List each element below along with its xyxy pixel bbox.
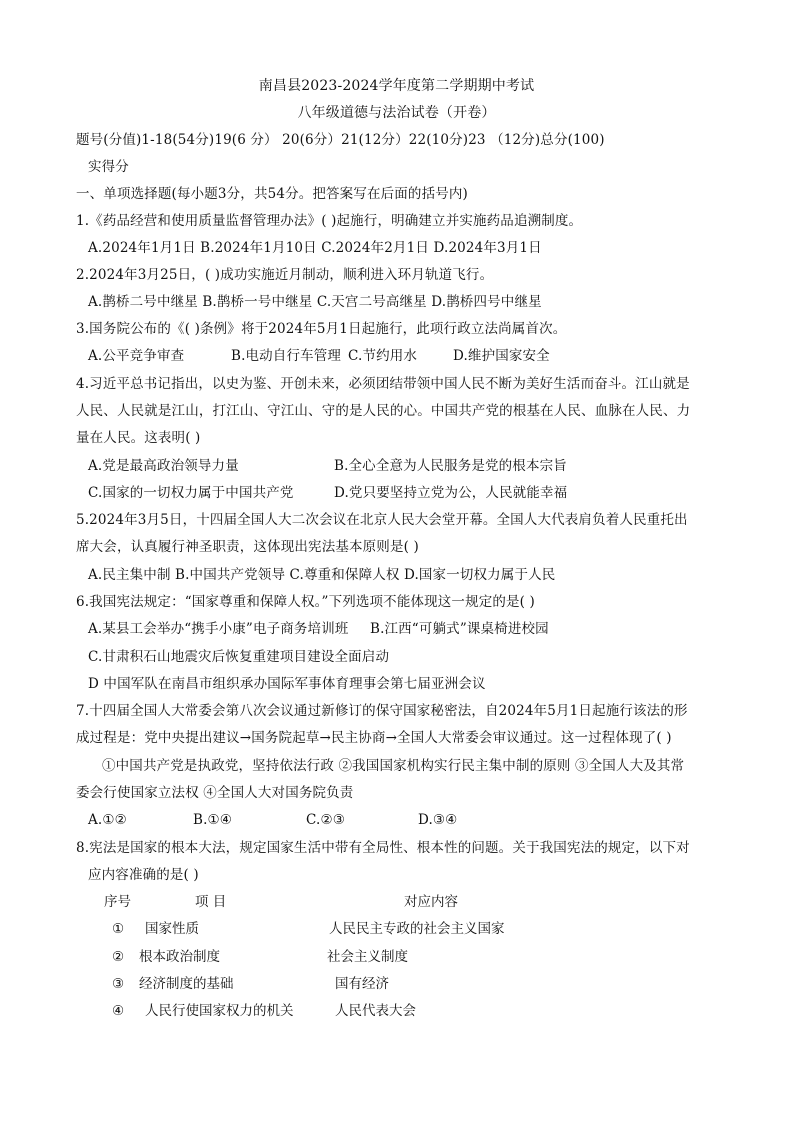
q4-option-a: A.党是最高政治领导力量 [88, 458, 239, 474]
q8-row-item: 经济制度的基础 [139, 976, 234, 992]
q2-stem: 2.2024年3月25日，( )成功实施近月制动，顺利进入环月轨道飞行。 [76, 267, 494, 283]
q2-options: A.鹊桥二号中继星 B.鹊桥一号中继星 C.天宫二号高继星 D.鹊桥四号中继星 [88, 294, 542, 310]
q7-items-line-1: ①中国共产党是执政党，坚持依法行政 ②我国国家机构实行民主集中制的原则 ③全国人大及其常 [102, 758, 685, 774]
section-heading: 一、单项选择题(每小题3分，共54分。把答案写在后面的括号内) [76, 186, 468, 202]
q4-option-b: B.全心全意为人民服务是党的根本宗旨 [334, 458, 567, 474]
q7-option-d: D.③④ [418, 812, 458, 828]
q6-stem: 6.我国宪法规定：“国家尊重和保障人权。”下列选项不能体现这一规定的是( ) [76, 594, 535, 610]
q8-table-head-no: 序号 [104, 894, 131, 910]
q7-items-line-2: 委会行使国家立法权 ④全国人大对国务院负责 [76, 785, 354, 801]
q8-row-no: ④ [112, 1003, 125, 1019]
q4-option-c: C.国家的一切权力属于中国共产党 [88, 485, 294, 501]
exam-title: 南昌县2023-2024学年度第二学期期中考试 [258, 78, 535, 94]
score-table-row-2: 实得分 [88, 159, 129, 175]
q8-stem-line-1: 8.宪法是国家的根本大法，规定国家生活中带有全局性、根本性的问题。关于我国宪法的规定，以下对 [76, 840, 690, 856]
q5-stem-line-2: 席大会，认真履行神圣职责，这体现出宪法基本原则是( ) [76, 539, 419, 555]
q8-row-content: 人民民主专政的社会主义国家 [329, 921, 505, 937]
q7-option-a: A.①② [88, 812, 127, 828]
q8-row-item: 人民行使国家权力的机关 [145, 1003, 294, 1019]
q1-options: A.2024年1月1日 B.2024年1月10日 C.2024年2月1日 D.2024年3月1日 [88, 240, 542, 256]
q8-row-item: 国家性质 [145, 921, 199, 937]
q4-stem-line-1: 4.习近平总书记指出，以史为鉴、开创未来，必须团结带领中国人民不断为美好生活而奋斗。江山就是 [76, 376, 690, 392]
q3-option-c: C.节约用水 [348, 348, 418, 364]
q6-option-c: C.甘肃积石山地震灾后恢复重建项目建设全面启动 [88, 649, 390, 665]
q7-stem-line-2: 成过程是：党中央提出建议→国务院起草→民主协商→全国人大常委会审议通过。这一过程体现了( ) [76, 730, 672, 746]
q8-row-content: 社会主义制度 [327, 949, 408, 965]
q8-row-content: 国有经济 [335, 976, 389, 992]
q6-option-a: A.某县工会举办“携手小康”电子商务培训班 [88, 621, 349, 637]
q1-stem: 1.《药品经营和使用质量监督管理办法》( )起施行，明确建立并实施药品追溯制度。 [76, 213, 583, 229]
q4-stem-line-2: 人民、人民就是江山，打江山、守江山、守的是人民的心。中国共产党的根基在人民、血脉在人民、力 [76, 403, 691, 419]
q5-options: A.民主集中制 B.中国共产党领导 C.尊重和保障人权 D.国家一切权力属于人民 [88, 567, 556, 583]
score-table-row: 题号(分值)1-18(54分)19(6 分） 20(6分）21(12分）22(10分)23 （12分)总分(100) [76, 132, 605, 148]
q8-row-no: ② [112, 949, 125, 965]
q8-row-content: 人民代表大会 [335, 1003, 416, 1019]
q6-option-d: D 中国军队在南昌市组织承办国际军事体育理事会第七届亚洲会议 [88, 676, 486, 692]
q3-option-b: B.电动自行车管理 [231, 348, 342, 364]
q4-stem-line-3: 量在人民。这表明( ) [76, 430, 201, 446]
q7-option-c: C.②③ [306, 812, 345, 828]
q8-row-no: ③ [112, 976, 125, 992]
q6-option-b: B.江西“可躺式”课桌椅进校园 [370, 621, 549, 637]
q3-option-d: D.维护国家安全 [453, 348, 550, 364]
q3-stem: 3.国务院公布的《( )条例》将于2024年5月1日起施行，此项行政立法尚属首次。 [76, 321, 567, 337]
q8-table-head-item: 项 目 [195, 894, 227, 910]
q5-stem-line-1: 5.2024年3月5日，十四届全国人大二次会议在北京人民大会堂开幕。全国人大代表肩负着人民重托出 [76, 512, 688, 528]
q8-row-no: ① [112, 921, 125, 937]
q7-stem-line-1: 7.十四届全国人大常委会第八次会议通过新修订的保守国家秘密法，自2024年5月1日起施行该法的形 [76, 703, 688, 719]
q8-row-item: 根本政治制度 [139, 949, 220, 965]
q7-option-b: B.①④ [193, 812, 233, 828]
exam-subtitle: 八年级道德与法治试卷（开卷） [297, 105, 496, 121]
q8-stem-line-2: 应内容准确的是( ) [88, 867, 199, 883]
q3-option-a: A.公平竞争审查 [88, 348, 185, 364]
q4-option-d: D.党只要坚持立党为公，人民就能幸福 [334, 485, 568, 501]
q8-table-head-content: 对应内容 [404, 894, 458, 910]
